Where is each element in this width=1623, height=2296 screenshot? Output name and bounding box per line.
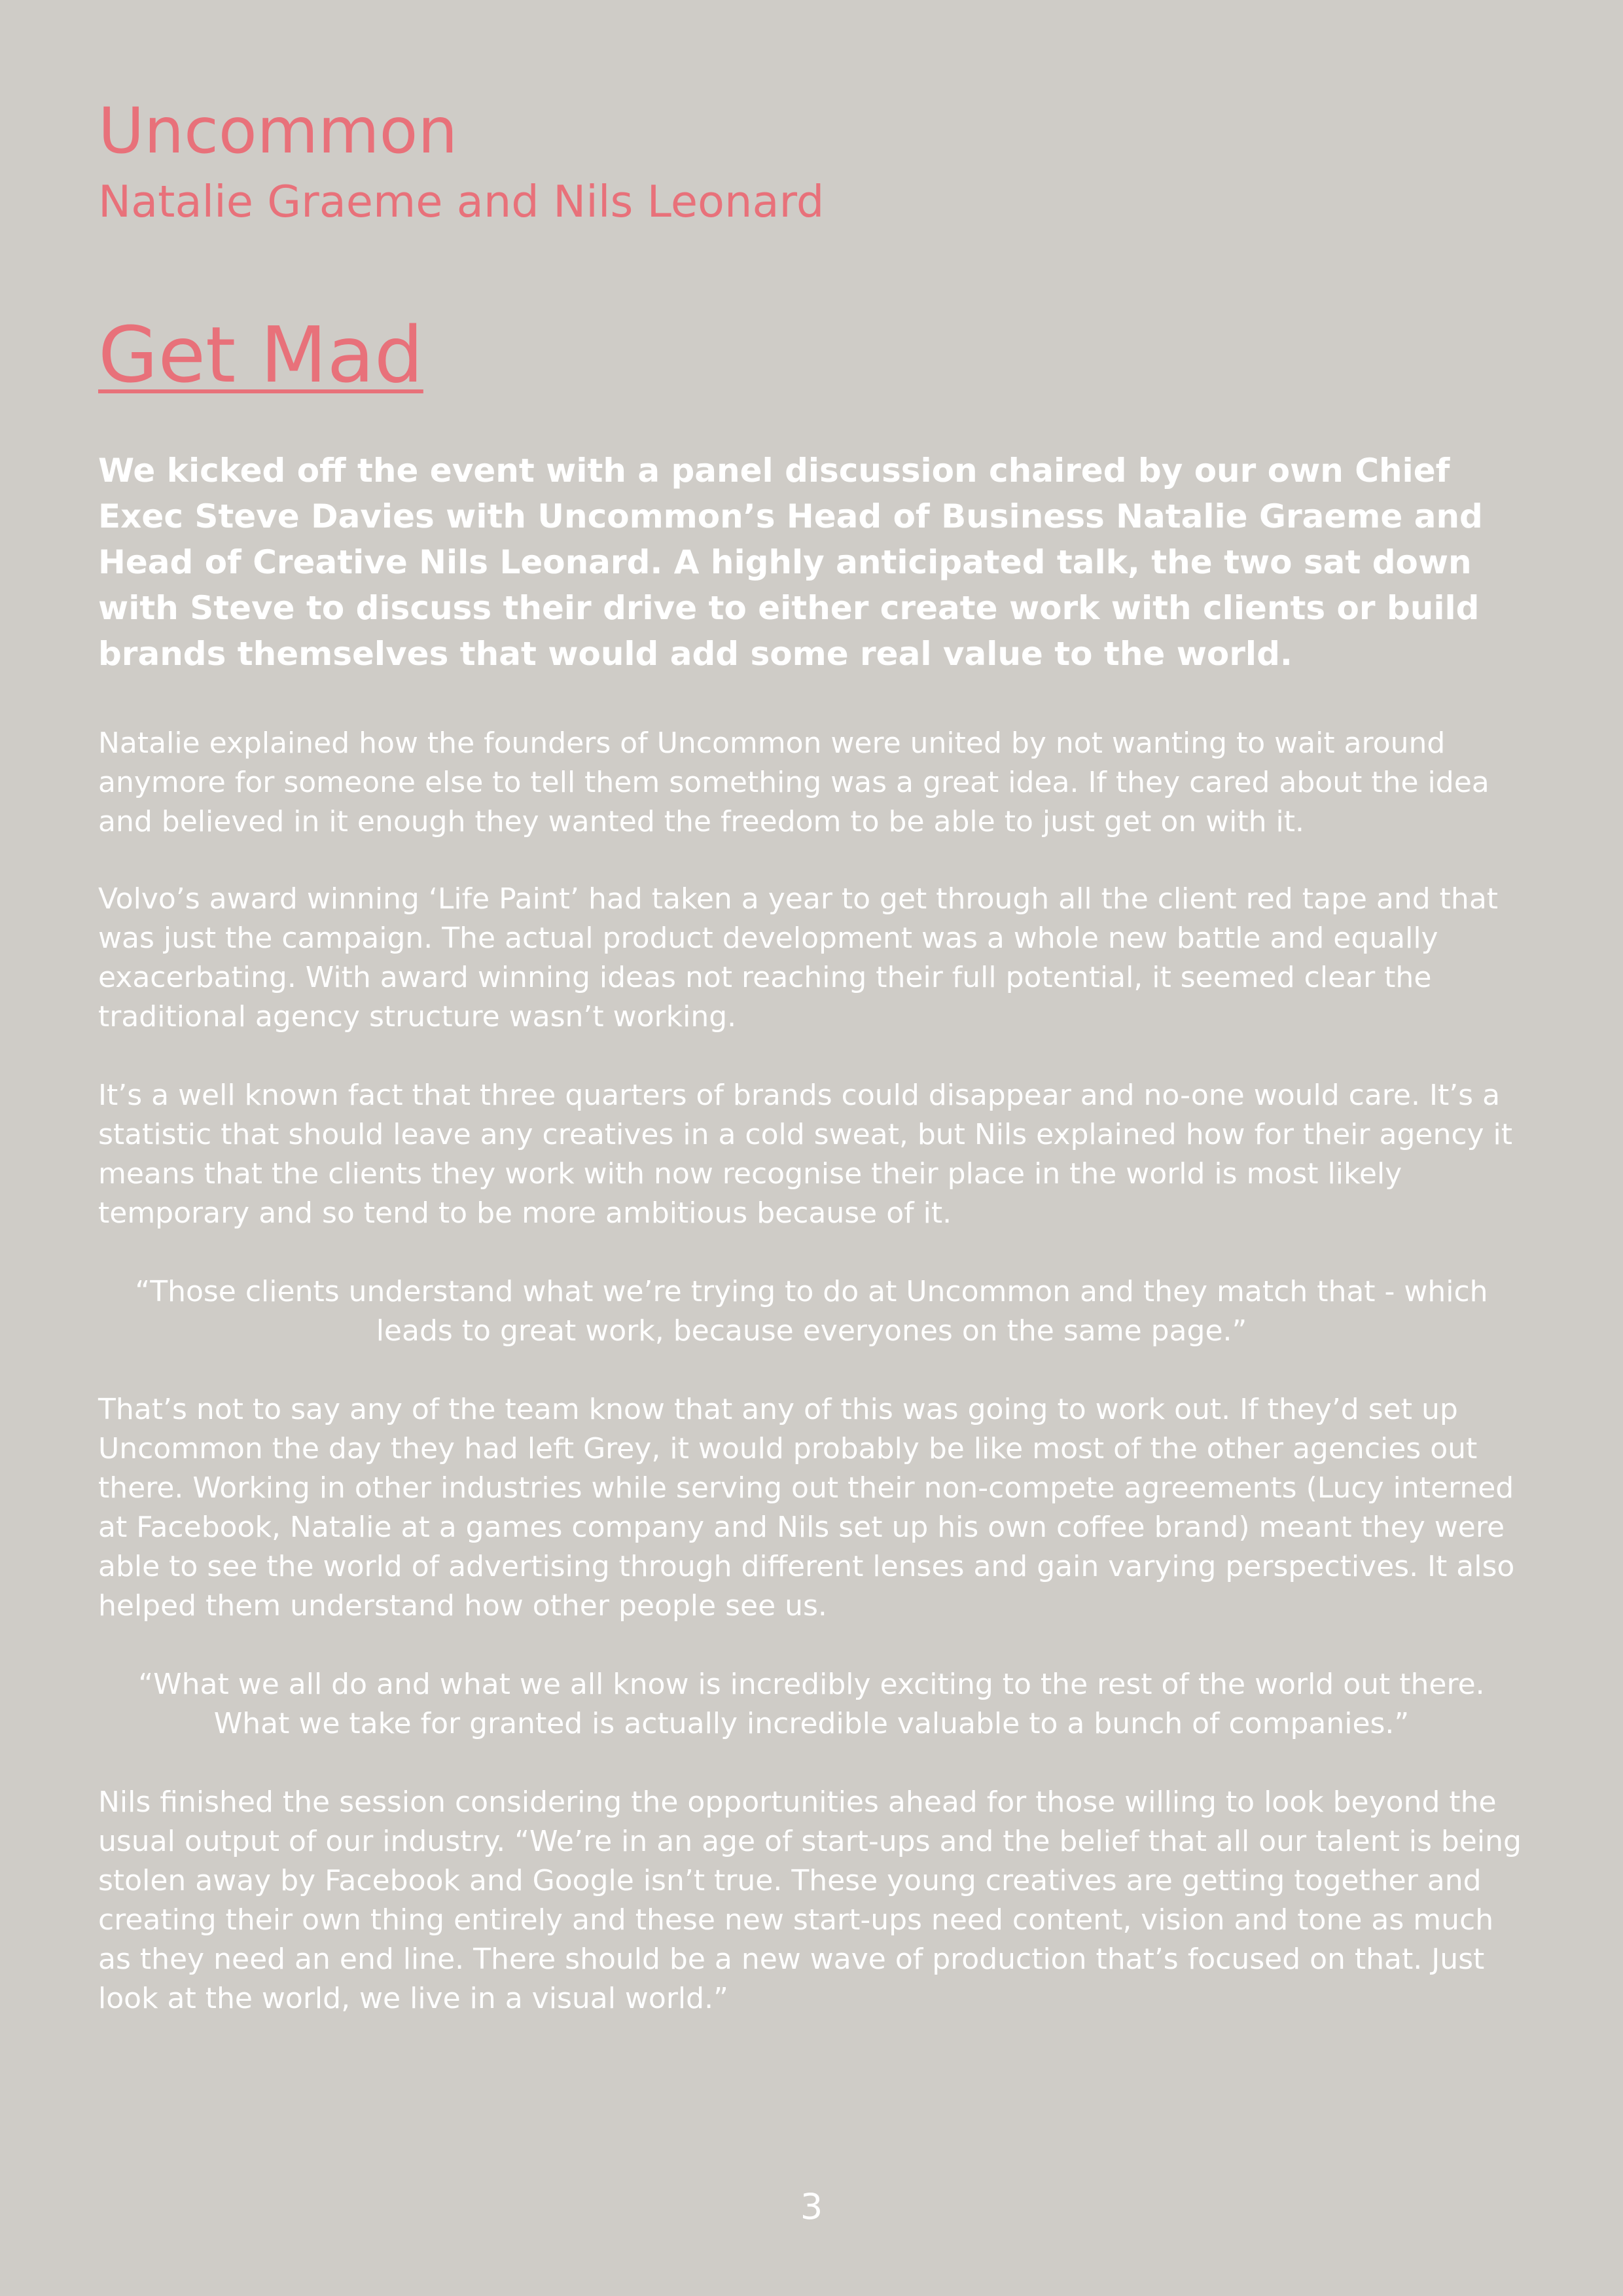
body-paragraph-4: That’s not to say any of the team know that any of this was going to work out. If they’d set up Uncommon the day they had left Grey, it would probably be like most of the other agencies out there. Working in other industries while serving out their non-compete agreements (Lucy interned at Facebook, Natalie at a games company and Nils set up his own coffee brand) meant they were able to see the world of advertising through different lenses and gain varying perspectives. It also helped them understand how other people see us. — [98, 1393, 1515, 1623]
page-number: 3 — [800, 2186, 823, 2227]
body-paragraph-1: Natalie explained how the founders of Uncommon were united by not wanting to wait around anymore for someone else to tell them something was a great idea. If they cared about the idea and believed in it enough they wanted the freedom to be able to just get on with it. — [98, 726, 1489, 838]
pull-quote-2: “What we all do and what we all know is incredibly exciting to the rest of the world out there. What we take for granted is actually incredible valuable to a bunch of companies.” — [138, 1668, 1485, 1740]
body-paragraph-5: Nils finished the session considering the opportunities ahead for those willing to look beyond the usual output of our industry. “We’re in an age of start-ups and the belief that all our talent is being stolen away by Facebook and Google isn’t true. These young creatives are getting together and creating their own thing entirely and these new start-ups need content, vision and tone as much as they need an end line. There should be a new wave of production that’s focused on that. Just look at the world, we live in a visual world.” — [98, 1785, 1522, 2015]
lead-paragraph: We kicked off the event with a panel discussion chaired by our own Chief Exec Steve Davies with Uncommon’s Head of Business Natalie Graeme and Head of Creative Nils Leonard. A highly anticipated talk, the two sat down with Steve to discuss their drive to either create work with clients or build brands themselves that would add some real value to the world. — [98, 452, 1483, 673]
body-paragraph-3: It’s a well known fact that three quarters of brands could disappear and no-one would care. It’s a statistic that should leave any creatives in a cold sweat, but Nils explained how for their agency it means that the clients they work with now recognise their place in the world is most likely temporary and so tend to be more ambitious because of it. — [98, 1079, 1513, 1230]
body-paragraph-2: Volvo’s award winning ‘Life Paint’ had taken a year to get through all the client red tape and that was just the campaign. The actual product development was a whole new battle and equally exacerbating. With award winning ideas not reaching their full potential, it seemed clear the traditional agency structure wasn’t working. — [98, 882, 1499, 1033]
company-name: Uncommon — [98, 94, 458, 168]
pull-quote-1: “Those clients understand what we’re trying to do at Uncommon and they match that - which leads to great work, because everyones on the same page.” — [135, 1275, 1488, 1348]
speaker-names: Natalie Graeme and Nils Leonard — [98, 176, 825, 227]
article-headline: Get Mad — [98, 310, 423, 400]
